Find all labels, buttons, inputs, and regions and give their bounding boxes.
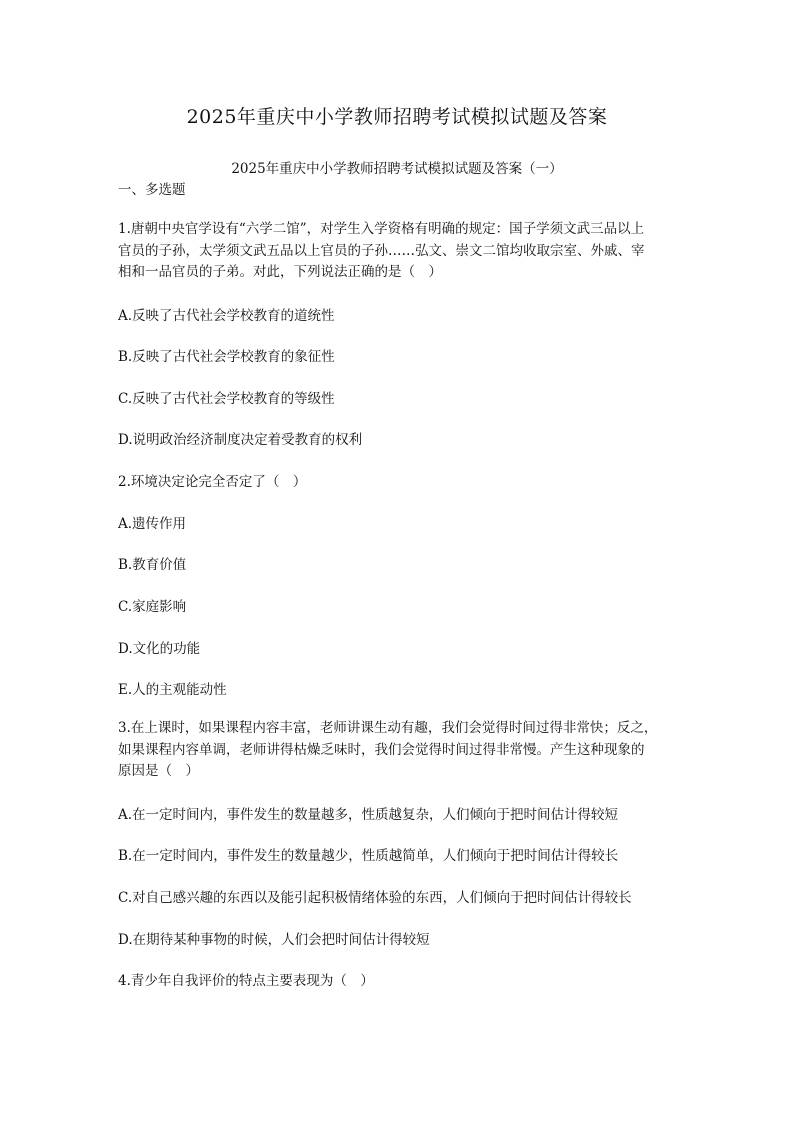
question-2-option-a: A.遗传作用 <box>118 516 187 532</box>
question-3-option-a: A.在一定时间内，事件发生的数量越多，性质越复杂，人们倾向于把时间估计得较短 <box>118 807 619 823</box>
question-stem-line: 相和一品官员的子弟。对此，下列说法正确的是（ ） <box>118 264 442 280</box>
question-2-option-e: E.人的主观能动性 <box>118 682 227 698</box>
question-1-option-a: A.反映了古代社会学校教育的道统性 <box>118 308 335 324</box>
question-stem-line: 如果课程内容单调，老师讲得枯燥乏味时，我们会觉得时间过得非常慢。产生这种现象的 <box>118 741 645 758</box>
question-3-option-c: C.对自己感兴趣的东西以及能引起积极情绪体验的东西，人们倾向于把时间估计得较长 <box>118 890 632 906</box>
question-2-option-c: C.家庭影响 <box>118 599 187 615</box>
question-stem-line: 3.在上课时，如果课程内容丰富，老师讲课生动有趣，我们会觉得时间过得非常快；反之， <box>118 720 658 736</box>
question-1-option-d: D.说明政治经济制度决定着受教育的权利 <box>118 432 363 448</box>
question-stem-line: 官员的子孙，太学须文武五品以上官员的子孙……弘文、崇文二馆均收取宗室、外戚、宰 <box>118 242 645 259</box>
question-3-stem <box>118 718 678 783</box>
question-2-option-d: D.文化的功能 <box>118 641 201 657</box>
question-1-stem <box>118 219 678 284</box>
section-heading: 一、多选题 <box>118 182 186 198</box>
question-1-option-c: C.反映了古代社会学校教育的等级性 <box>118 391 335 407</box>
question-3-option-d: D.在期待某种事物的时候，人们会把时间估计得较短 <box>118 932 430 948</box>
question-stem-line: 1.唐朝中央官学设有“六学二馆”，对学生入学资格有明确的规定：国子学须文武三品以上 <box>118 221 645 237</box>
question-3-option-b: B.在一定时间内，事件发生的数量越少，性质越简单，人们倾向于把时间估计得较长 <box>118 848 619 864</box>
question-1-option-b: B.反映了古代社会学校教育的象征性 <box>118 349 335 365</box>
document-subtitle: 2025年重庆中小学教师招聘考试模拟试题及答案（一） <box>231 161 563 177</box>
document-title: 2025年重庆中小学教师招聘考试模拟试题及答案 <box>186 106 608 128</box>
question-2-option-b: B.教育价值 <box>118 557 187 573</box>
question-stem-line: 原因是（ ） <box>118 763 199 779</box>
question-2-stem: 2.环境决定论完全否定了（ ） <box>118 474 307 490</box>
question-4-stem: 4.青少年自我评价的特点主要表现为（ ） <box>118 973 374 989</box>
